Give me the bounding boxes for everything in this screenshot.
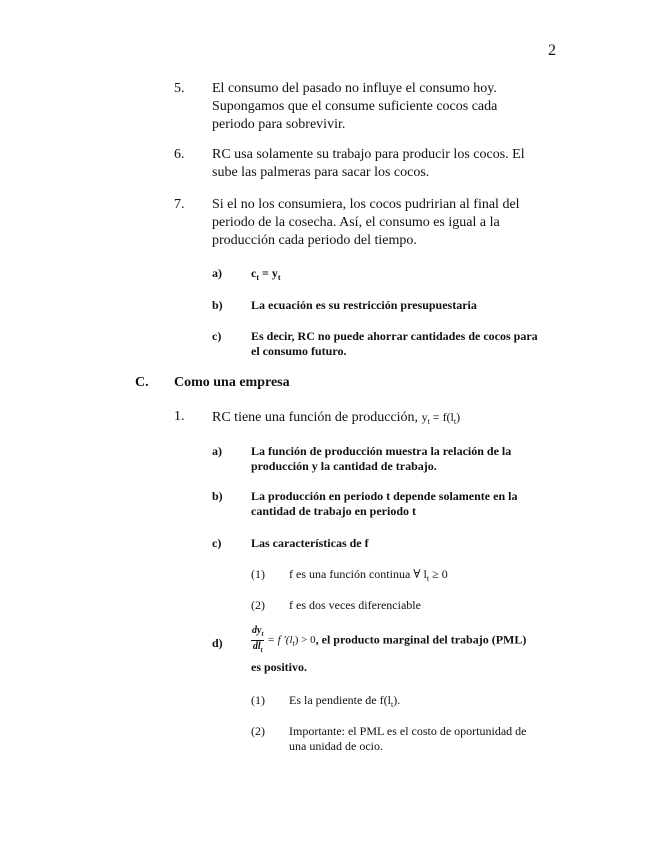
derivative-fraction <box>251 625 264 656</box>
c1a-line: producción y la cantidad de trabajo. <box>251 459 437 473</box>
item-7-number: 7. <box>174 197 185 212</box>
point-line: una unidad de ocio. <box>289 739 383 753</box>
c1a-line: La función de producción muestra la relación de la <box>251 444 512 458</box>
point-tail: ). <box>393 693 401 707</box>
item-6-line: RC usa solamente su trabajo para producir los cocos. El <box>212 147 525 162</box>
frac-den-sub: t <box>260 646 263 654</box>
point-sub: t <box>426 574 430 583</box>
c1d-point-2-text <box>289 724 527 754</box>
fraction-denominator <box>251 641 264 656</box>
c1b-text <box>251 489 517 519</box>
item-7b-text: La ecuación es su restricción presupuestaria <box>251 298 477 312</box>
section-c-title: Como una empresa <box>174 375 290 390</box>
c1c-point-2-text: f es dos veces diferenciable <box>289 598 421 612</box>
rhs-text: = f ′(l <box>267 634 293 647</box>
frac-den-text: dl <box>252 641 261 652</box>
c1c-label: c) <box>212 536 222 550</box>
point-sub: t <box>390 700 394 709</box>
item-7-text <box>212 196 520 250</box>
page-number: 2 <box>548 42 556 59</box>
c1d-point-1-text <box>289 693 400 709</box>
c1c-point-1-number: (1) <box>251 567 265 581</box>
fraction-numerator <box>251 625 264 641</box>
section-c-letter: C. <box>135 375 149 390</box>
item-6-number: 6. <box>174 147 185 162</box>
c1-text <box>212 408 460 428</box>
eq-rest: = y <box>259 266 278 280</box>
point-text: f es una función continua ∀ l <box>289 567 427 581</box>
frac-num-sub: t <box>261 630 264 638</box>
c1d-label: d) <box>212 636 223 650</box>
eq-sub: t <box>256 273 259 282</box>
item-6-text <box>212 146 525 182</box>
eq-sub: t <box>277 273 281 282</box>
item-7c-label: c) <box>212 329 222 343</box>
c1-number: 1. <box>174 409 185 424</box>
c1d-point-1-number: (1) <box>251 693 265 707</box>
c1d-point-2-number: (2) <box>251 724 265 738</box>
c1a-label: a) <box>212 444 222 458</box>
c1c-point-2-number: (2) <box>251 598 265 612</box>
eq-c: c <box>251 266 257 280</box>
item-7a-label: a) <box>212 266 222 280</box>
c1d-line2: es positivo. <box>251 660 308 674</box>
c1d-line1: , el producto marginal del trabajo (PML) <box>315 632 527 647</box>
item-7c-line: Es decir, RC no puede ahorrar cantidades de cocos para <box>251 329 538 343</box>
c1c-point-1-text <box>289 567 448 583</box>
item-7c-line: el consumo futuro. <box>251 344 347 358</box>
c1c-text: Las características de f <box>251 536 369 550</box>
c1b-label: b) <box>212 489 223 503</box>
item-6-line: sube las palmeras para sacar los cocos. <box>212 165 430 180</box>
c1b-line: La producción en periodo t depende solamente en la <box>251 489 518 503</box>
item-5-text <box>212 80 497 134</box>
c1a-text <box>251 444 511 474</box>
rhs-sub: t <box>292 639 295 649</box>
item-7a-equation <box>251 266 281 282</box>
derivative-rhs <box>267 634 316 649</box>
formula-sub: t <box>453 417 457 426</box>
c1b-line: cantidad de trabajo en periodo t <box>251 504 416 518</box>
item-5-number: 5. <box>174 81 185 96</box>
item-5-line: periodo para sobrevivir. <box>212 117 346 132</box>
point-tail: ≥ 0 <box>429 567 448 581</box>
c1-formula <box>422 410 461 424</box>
item-7b-label: b) <box>212 298 223 312</box>
item-5-line: El consumo del pasado no influye el consumo hoy. <box>212 81 497 96</box>
item-7c-text <box>251 329 538 359</box>
item-5-line: Supongamos que el consume suficiente cocos cada <box>212 99 498 114</box>
frac-num-text: dy <box>252 625 262 636</box>
rhs-tail: ) > 0 <box>294 634 316 647</box>
item-7-line: Si el no los consumiera, los cocos pudririan al final del <box>212 197 520 212</box>
c1d-formula-line <box>251 625 526 656</box>
formula-part: = f(l <box>429 410 454 424</box>
formula-part: y <box>421 410 428 424</box>
c1-text-main: RC tiene una función de producción, <box>212 410 419 425</box>
point-text: Es la pendiente de f(l <box>289 693 391 707</box>
point-line: Importante: el PML es el costo de oportunidad de <box>289 724 527 738</box>
formula-part: ) <box>456 410 461 424</box>
formula-sub: t <box>427 417 430 426</box>
item-7-line: producción cada periodo del tiempo. <box>212 233 417 248</box>
item-7-line: periodo de la cosecha. Así, el consumo es igual a la <box>212 215 500 230</box>
